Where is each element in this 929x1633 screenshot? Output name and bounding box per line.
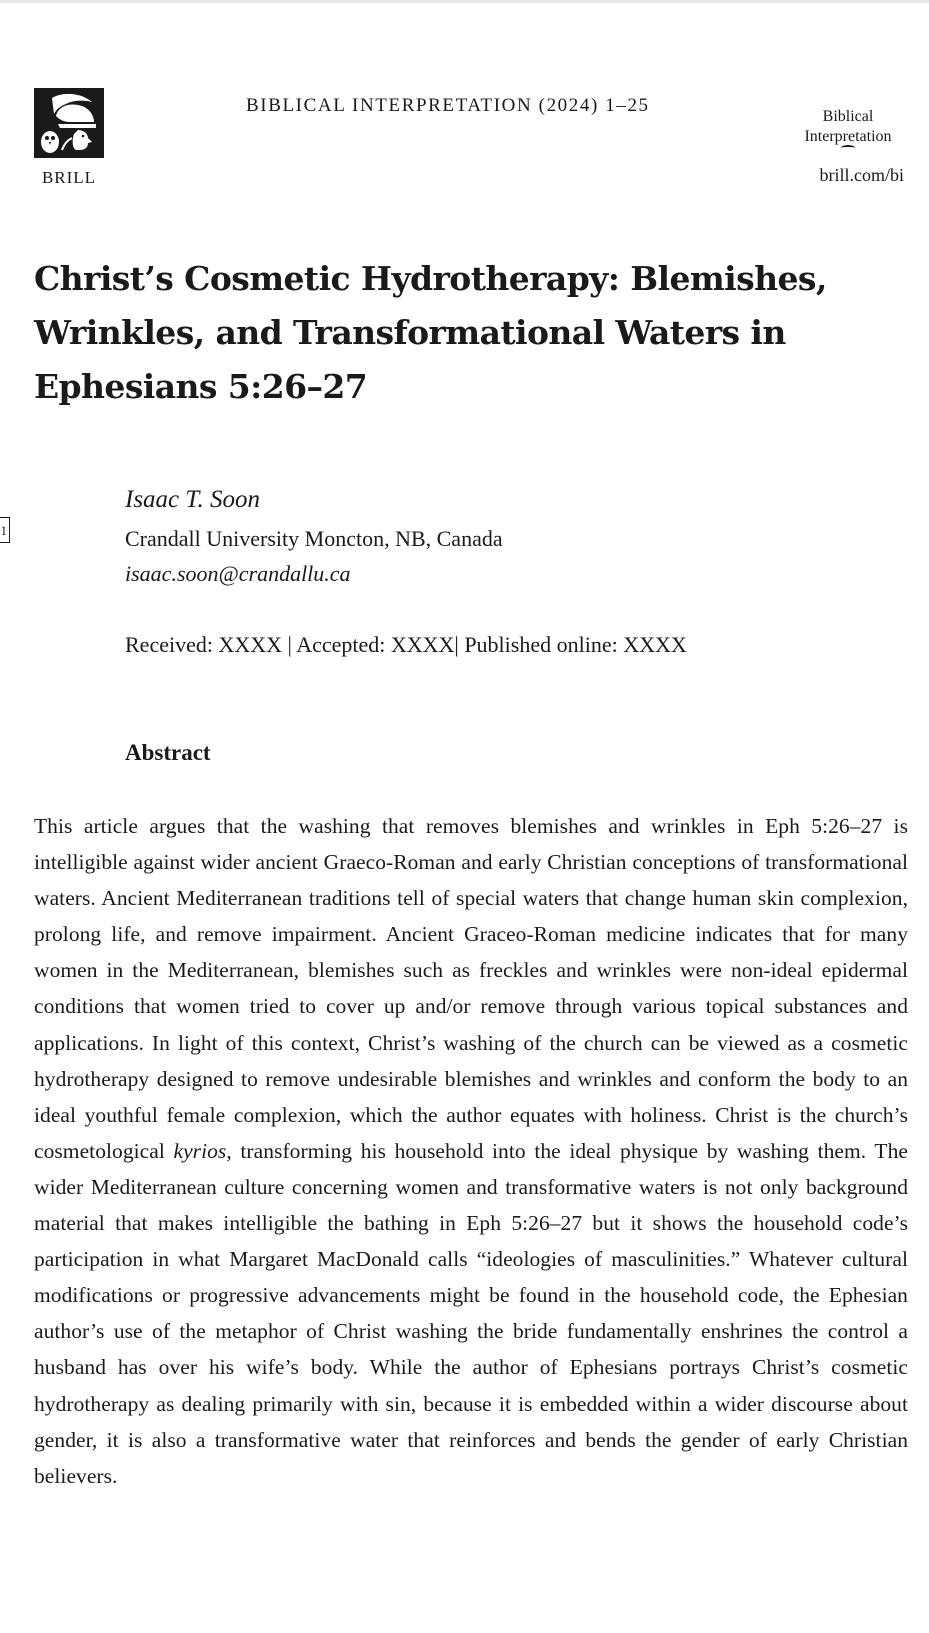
journal-name-box — [788, 107, 908, 151]
top-divider — [0, 0, 929, 3]
abstract-heading: Abstract — [125, 740, 211, 765]
athena-helmet-logo-icon — [34, 88, 104, 158]
abstract-text-part: , transforming his household into the ideal physique by washing them. The wider Mediterranean culture concerning women and transformative waters is not only background material that makes intelligible the bathing in Eph 5:26–27 but it shows the household code’s participation in what Margaret MacDonald calls “ideologies of masculinities.” Whatever cultural modifications or progressive advancements might be found in the household code, the Ephesian author’s use of the metaphor of Christ washing the bride fundamentally enshrines the control a husband has over his wife’s body. While the author of Ephesians portrays Christ’s cosmetic hydrotherapy as dealing primarily with sin, because it is embedded within a wider discourse about gender, it is also a transformative water that reinforces and bends the gender of early Christian believers. — [34, 1138, 909, 1488]
journal-box-line: Biblical — [822, 108, 874, 125]
article-title: Christ’s Cosmetic Hydrotherapy: Blemishes, Wrinkles, and Transformational Waters in Ephesians 5:26–27 — [34, 259, 827, 406]
abstract-text-part: This article argues that the washing that removes blemishes and wrinkles in Eph 5:26–27 is intelligible against wider ancient Graeco-Roman and early Christian conceptions of transformational waters. Ancient Mediterranean traditions tell of special waters that change human skin complexion, prolong life, and remove impairment. Ancient Graceo-Roman medicine indicates that for many women in the Mediterranean, blemishes such as freckles and wrinkles were non-ideal epidermal conditions that women tried to cover up and/or remove through various topical substances and applications. In light of this context, Christ’s washing of the church can be viewed as a cosmetic hydrotherapy designed to remove undesirable blemishes and wrinkles and conform the body to an ideal youthful female complexion, which the author equates with holiness. Christ is the church’s cosmetological — [34, 814, 908, 1163]
publisher-label: BRILL — [41, 168, 97, 187]
journal-box-line: Interpretation — [804, 128, 892, 145]
journal-url-link[interactable]: brill.com/bi — [819, 165, 904, 185]
page-margin-marker: 1 — [0, 517, 10, 543]
publication-dates: Received: XXXX | Accepted: XXXX| Published online: XXXX — [125, 632, 687, 657]
abstract-italic-term: kyrios — [173, 1138, 227, 1163]
journal-citation: BIBLICAL INTERPRETATION (2024) 1–25 — [246, 95, 650, 116]
abstract-text — [34, 808, 908, 1494]
author-affiliation: Crandall University Moncton, NB, Canada — [125, 526, 503, 551]
author-name: Isaac T. Soon — [125, 486, 260, 513]
author-email-link[interactable]: isaac.soon@crandallu.ca — [125, 561, 351, 586]
